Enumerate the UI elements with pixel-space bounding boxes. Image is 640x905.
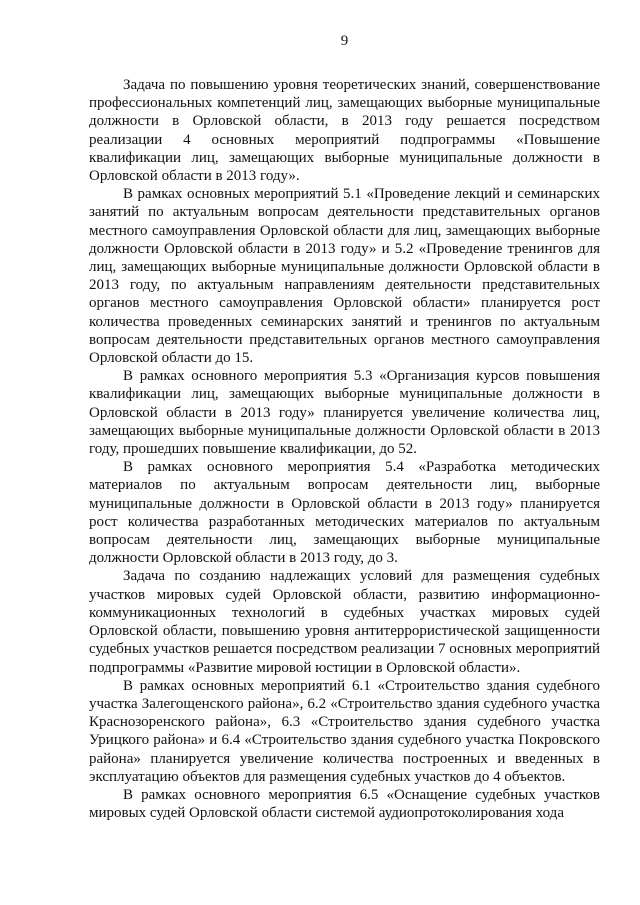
paragraph-activity-5-4: В рамках основного мероприятия 5.4 «Разработка методических материалов по актуальным вопросам деятельности лиц, выборные муниципальные должности в Орловской области в 2013 году» планируется рост количества разработанных методических материалов по актуальным вопросам деятельности лиц, замещающих выборные муниципальные должности Орловской области в 2013 году, до 3. — [89, 459, 600, 567]
paragraph-activities-6-1-6-4: В рамках основных мероприятий 6.1 «Строительство здания судебного участка Залегощенского района», 6.2 «Строительство здания судебного участка Краснозоренского района», 6.3 «Строительство здания судебного участка Урицкого района» и 6.4 «Строительство здания судебного участка Покровского района» планируется увеличение количества построенных и введенных в эксплуатацию объектов для размещения судебных участков до 4 объектов. — [89, 677, 600, 785]
paragraph-activity-5-3: В рамках основного мероприятия 5.3 «Организация курсов повышения квалификации лиц, замещающих выборные муниципальные должности в Орловской области в 2013 году» планируется увеличение количества лиц, замещающих выборные муниципальные должности Орловской области в 2013 году, прошедших повышение квалификации, до 52. — [89, 368, 600, 458]
paragraph-task-court-sites: Задача по созданию надлежащих условий для размещения судебных участков мировых судей Орловской области, развитию информационно-коммуникационных технологий в судебных участках мировых судей Орловской области, повышению уровня антитеррористической защищенности судебных участков решается посредством реализации 7 основных мероприятий подпрограммы «Развитие мировой юстиции в Орловской области». — [89, 568, 600, 676]
paragraph-activity-6-5: В рамках основного мероприятия 6.5 «Оснащение судебных участков мировых судей Орловской области системой аудиопротоколирования хода — [89, 786, 600, 822]
paragraph-activities-5-1-5-2: В рамках основных мероприятий 5.1 «Проведение лекций и семинарских занятий по актуальным вопросам деятельности представительных органов местного самоуправления Орловской области для лиц, замещающих выборные должности Орловской области в 2013 году» и 5.2 «Проведение тренингов для лиц, замещающих выборные муниципальные должности Орловской области в 2013 году, по актуальным направлениям деятельности представительных органов местного самоуправления Орловской области» планируется рост количества проведенных семинарских занятий и тренингов по актуальным вопросам деятельности представительных органов местного самоуправления Орловской области до 15. — [89, 186, 600, 367]
page-number: 9 — [340, 33, 349, 49]
paragraph-task-qualification: Задача по повышению уровня теоретических знаний, совершенствование профессиональных компетенций лиц, замещающих выборные муниципальные должности в Орловской области, в 2013 году решается посредством реализации 4 основных мероприятий подпрограммы «Повышение квалификации лиц, замещающих выборные муниципальные должности в Орловской области в 2013 году». — [89, 77, 600, 185]
